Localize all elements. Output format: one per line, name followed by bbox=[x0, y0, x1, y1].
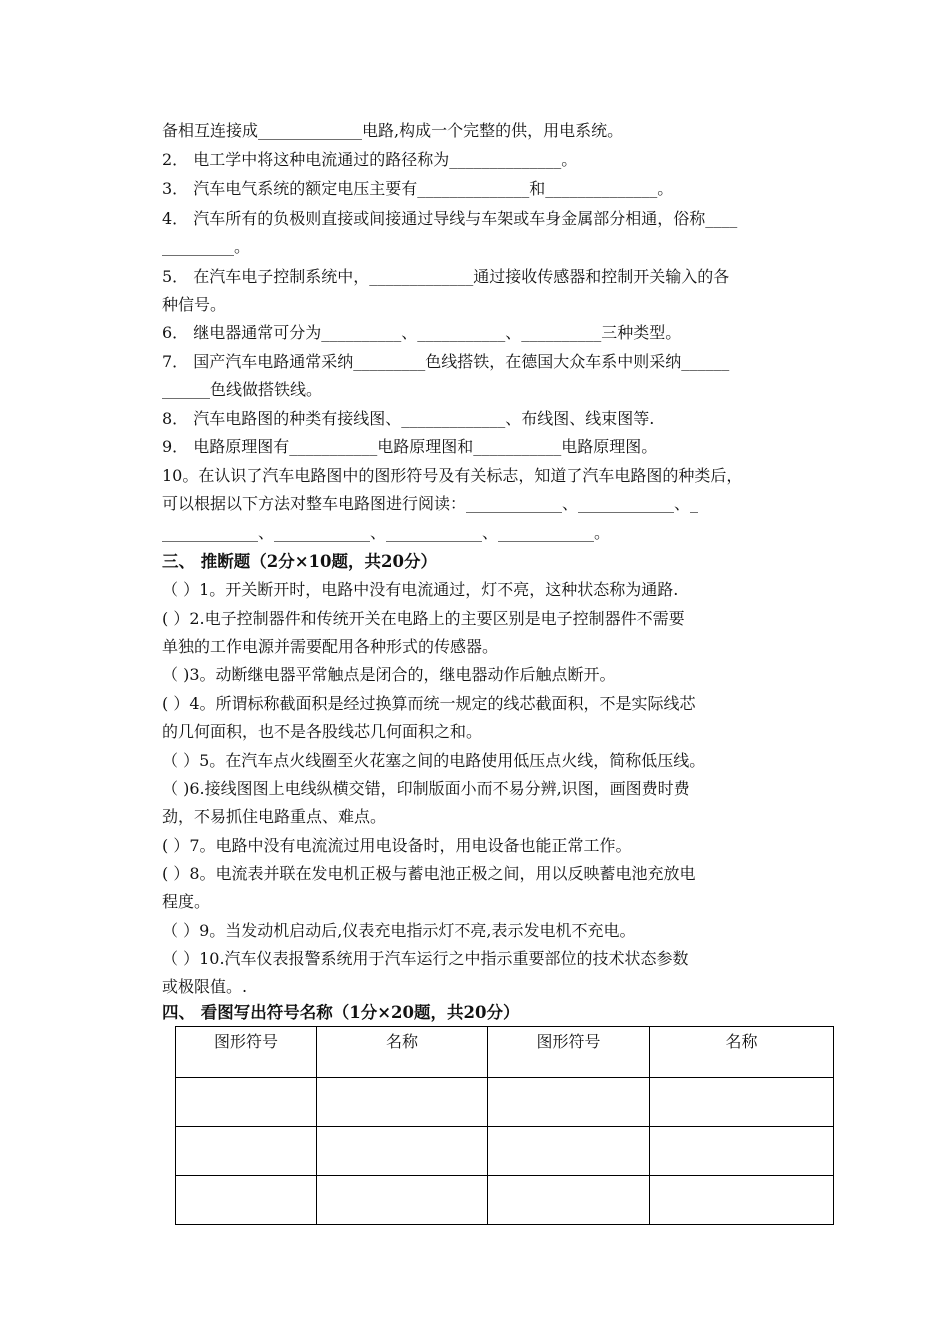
table-row bbox=[176, 1127, 834, 1176]
judge-q6-cont: 劲，不易抓住电路重点、难点。 bbox=[162, 807, 387, 826]
judge-q2-cont: 单独的工作电源并需要配用各种形式的传感器。 bbox=[162, 637, 499, 656]
judge-q4: ( ）4。所谓标称截面积是经过换算而统一规定的线芯截面积，不是实际线芯 bbox=[162, 694, 696, 713]
table-cell[interactable] bbox=[488, 1078, 650, 1127]
fill-blank-q2: 2． 电工学中将这种电流通过的路径称为______________。 bbox=[162, 150, 578, 169]
judge-q1: （ ）1。开关断开时，电路中没有电流通过，灯不亮，这种状态称为通路. bbox=[162, 580, 679, 599]
fill-blank-q7-cont: ______色线做搭铁线。 bbox=[162, 380, 323, 399]
fill-blank-q6: 6． 继电器通常可分为__________、___________、__________三种类型。 bbox=[162, 323, 682, 342]
fill-blank-q7: 7． 国产汽车电路通常采纳_________色线搭铁，在德国大众车系中则采纳______ bbox=[162, 352, 730, 371]
header-name-2: 名称 bbox=[650, 1027, 834, 1078]
table-cell[interactable] bbox=[650, 1127, 834, 1176]
fill-blank-q8: 8． 汽车电路图的种类有接线图、_____________、布线图、线束图等. bbox=[162, 409, 655, 428]
judge-q3: （ )3。动断继电器平常触点是闭合的，继电器动作后触点断开。 bbox=[162, 665, 616, 684]
fill-blank-q4-cont: _________。 bbox=[162, 237, 251, 256]
section-4-heading: 四、 看图写出符号名称（1分×20题，共20分） bbox=[162, 1003, 520, 1022]
table-cell[interactable] bbox=[176, 1127, 317, 1176]
judge-q9: （ ）9。当发动机启动后,仪表充电指示灯不亮,表示发电机不充电。 bbox=[162, 921, 636, 940]
table-cell[interactable] bbox=[488, 1176, 650, 1225]
table-cell[interactable] bbox=[317, 1078, 488, 1127]
table-header-row bbox=[176, 1027, 834, 1078]
table-row bbox=[176, 1078, 834, 1127]
table-cell[interactable] bbox=[650, 1176, 834, 1225]
judge-q8-cont: 程度。 bbox=[162, 892, 211, 911]
fill-blank-q10-cont: 可以根据以下方法对整车电路图进行阅读：____________、____________、_ bbox=[162, 494, 699, 513]
judge-q7: ( ）7。电路中没有电流流过用电设备时，用电设备也能正常工作。 bbox=[162, 836, 632, 855]
header-symbol-1: 图形符号 bbox=[176, 1027, 317, 1078]
table-cell[interactable] bbox=[488, 1127, 650, 1176]
fill-blank-q9: 9． 电路原理图有___________电路原理图和___________电路原理图。 bbox=[162, 437, 658, 456]
table-cell[interactable] bbox=[650, 1078, 834, 1127]
header-symbol-2: 图形符号 bbox=[488, 1027, 650, 1078]
fill-blank-q5-cont: 种信号。 bbox=[162, 295, 227, 314]
judge-q10-cont: 或极限值。. bbox=[162, 977, 248, 996]
table-row bbox=[176, 1176, 834, 1225]
fill-blank-q10-cont2: ____________、____________、____________、____________。 bbox=[162, 523, 611, 542]
symbol-table bbox=[175, 1026, 834, 1225]
section-3-heading: 三、 推断题（2分×10题，共20分） bbox=[162, 552, 437, 571]
judge-q5: （ ）5。在汽车点火线圈至火花塞之间的电路使用低压点火线，简称低压线。 bbox=[162, 751, 706, 770]
table-cell[interactable] bbox=[176, 1176, 317, 1225]
judge-q10: （ ）10.汽车仪表报警系统用于汽车运行之中指示重要部位的技术状态参数 bbox=[162, 949, 689, 968]
fill-blank-q3: 3． 汽车电气系统的额定电压主要有______________和______________。 bbox=[162, 179, 674, 198]
judge-q2: ( ）2.电子控制器件和传统开关在电路上的主要区别是电子控制器件不需要 bbox=[162, 609, 685, 628]
fill-blank-q5: 5． 在汽车电子控制系统中，_____________通过接收传感器和控制开关输入的各 bbox=[162, 267, 730, 286]
table-cell[interactable] bbox=[176, 1078, 317, 1127]
judge-q4-cont: 的几何面积，也不是各股线芯几何面积之和。 bbox=[162, 722, 483, 741]
fill-blank-q4: 4． 汽车所有的负极则直接或间接通过导线与车架或车身金属部分相通，俗称____ bbox=[162, 209, 738, 228]
fill-blank-line-1: 备相互连接成_____________电路,构成一个完整的供，用电系统。 bbox=[162, 121, 624, 140]
fill-blank-q10: 10。在认识了汽车电路图中的图形符号及有关标志，知道了汽车电路图的种类后， bbox=[162, 466, 743, 485]
header-name-1: 名称 bbox=[317, 1027, 488, 1078]
table-cell[interactable] bbox=[317, 1127, 488, 1176]
judge-q8: ( ）8。电流表并联在发电机正极与蓄电池正极之间，用以反映蓄电池充放电 bbox=[162, 864, 696, 883]
judge-q6: （ )6.接线图图上电线纵横交错，印制版面小而不易分辨,识图，画图费时费 bbox=[162, 779, 690, 798]
table-cell[interactable] bbox=[317, 1176, 488, 1225]
